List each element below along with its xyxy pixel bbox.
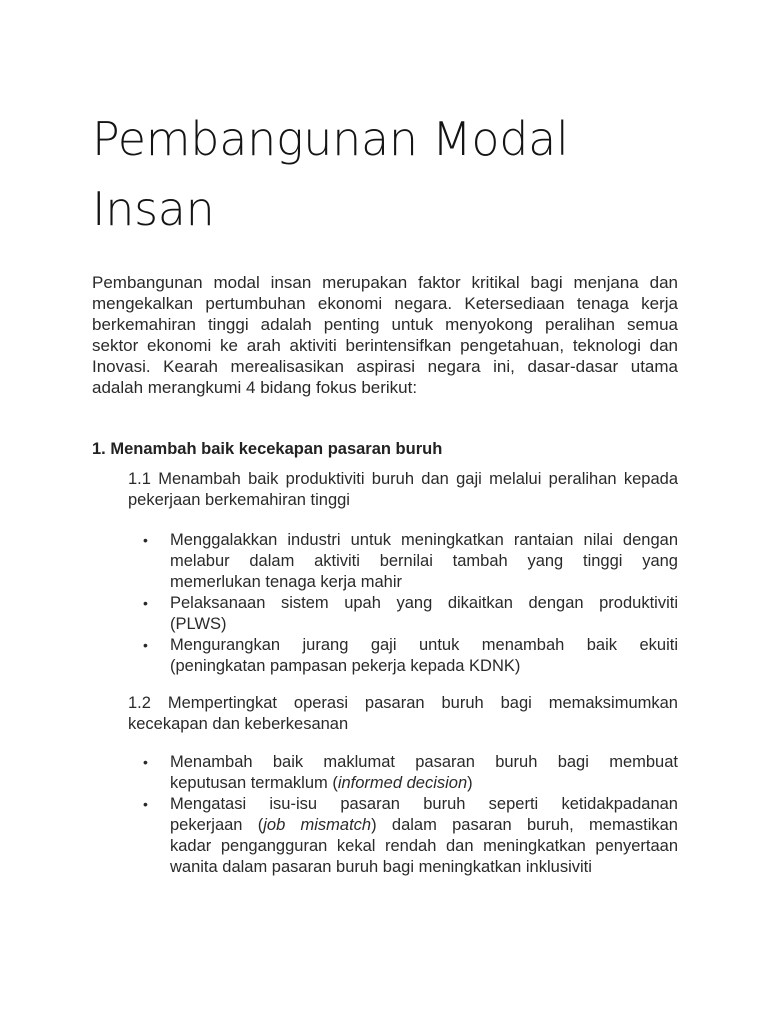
intro-line: Inovasi. Kearah merealisasikan aspirasi negara ini, dasar-dasar utama [92, 357, 678, 376]
list-item-line: memerlukan tenaga kerja mahir [170, 573, 403, 591]
bullet-list-1-2 [128, 752, 678, 878]
list-item [128, 635, 678, 677]
subsection-line: kecekapan dan keberkesanan [128, 715, 349, 733]
subsection-heading-1-1 [128, 469, 678, 511]
list-item [128, 530, 678, 593]
list-item [128, 752, 678, 794]
title-line: Pembangunan Modal [92, 112, 569, 166]
text-run: keputusan termaklum ( [170, 774, 338, 792]
list-item-line: melabur dalam aktiviti bernilai tambah yang tinggi yang [170, 552, 678, 570]
italic-term: job mismatch [263, 816, 372, 834]
page-title [92, 104, 692, 244]
list-item-line: kadar pengangguran kekal rendah dan meningkatkan penyertaan [170, 837, 678, 855]
list-item-line [170, 773, 678, 794]
section-heading: 1. Menambah baik kecekapan pasaran buruh [92, 440, 443, 458]
subsection-line: 1.2 Mempertingkat operasi pasaran buruh bagi memaksimumkan [128, 694, 678, 712]
list-item-line: (PLWS) [170, 615, 227, 633]
subsection-line: 1.1 Menambah baik produktiviti buruh dan gaji melalui peralihan kepada [128, 470, 678, 488]
text-run: ) [467, 774, 473, 792]
intro-paragraph [92, 272, 678, 398]
intro-line: Pembangunan modal insan merupakan faktor kritikal bagi menjana dan [92, 273, 678, 292]
list-item-line: Menambah baik maklumat pasaran buruh bagi membuat [170, 753, 678, 771]
bullet-icon: • [143, 532, 148, 548]
bullet-icon: • [143, 754, 148, 770]
list-item [128, 593, 678, 635]
list-item-line: Mengurangkan jurang gaji untuk menambah baik ekuiti [170, 636, 678, 654]
list-item-line: Pelaksanaan sistem upah yang dikaitkan dengan produktiviti [170, 594, 678, 612]
list-item-line: (peningkatan pampasan pekerja kepada KDNK) [170, 657, 521, 675]
list-item-line: wanita dalam pasaran buruh bagi meningkatkan inklusiviti [170, 858, 592, 876]
bullet-icon: • [143, 796, 148, 812]
text-run: ) dalam pasaran buruh, memastikan [371, 816, 678, 834]
text-run: pekerjaan ( [170, 816, 264, 834]
list-item-line [170, 815, 678, 836]
italic-term: informed decision [337, 774, 468, 792]
intro-line: adalah merangkumi 4 bidang fokus berikut: [92, 378, 418, 397]
subsection-heading-1-2 [128, 693, 678, 735]
list-item-line: Mengatasi isu-isu pasaran buruh seperti ketidakpadanan [170, 795, 678, 813]
intro-line: mengekalkan pertumbuhan ekonomi negara. Ketersediaan tenaga kerja [92, 294, 678, 313]
bullet-list-1-1 [128, 530, 678, 677]
list-item-line: Menggalakkan industri untuk meningkatkan rantaian nilai dengan [170, 531, 678, 549]
subsection-line: pekerjaan berkemahiran tinggi [128, 491, 350, 509]
list-item [128, 794, 678, 878]
intro-line: sektor ekonomi ke arah aktiviti berintensifkan pengetahuan, teknologi dan [92, 336, 678, 355]
bullet-icon: • [143, 595, 148, 611]
intro-line: berkemahiran tinggi adalah penting untuk menyokong peralihan semua [92, 315, 678, 334]
bullet-icon: • [143, 637, 148, 653]
title-line: Insan [92, 182, 215, 236]
